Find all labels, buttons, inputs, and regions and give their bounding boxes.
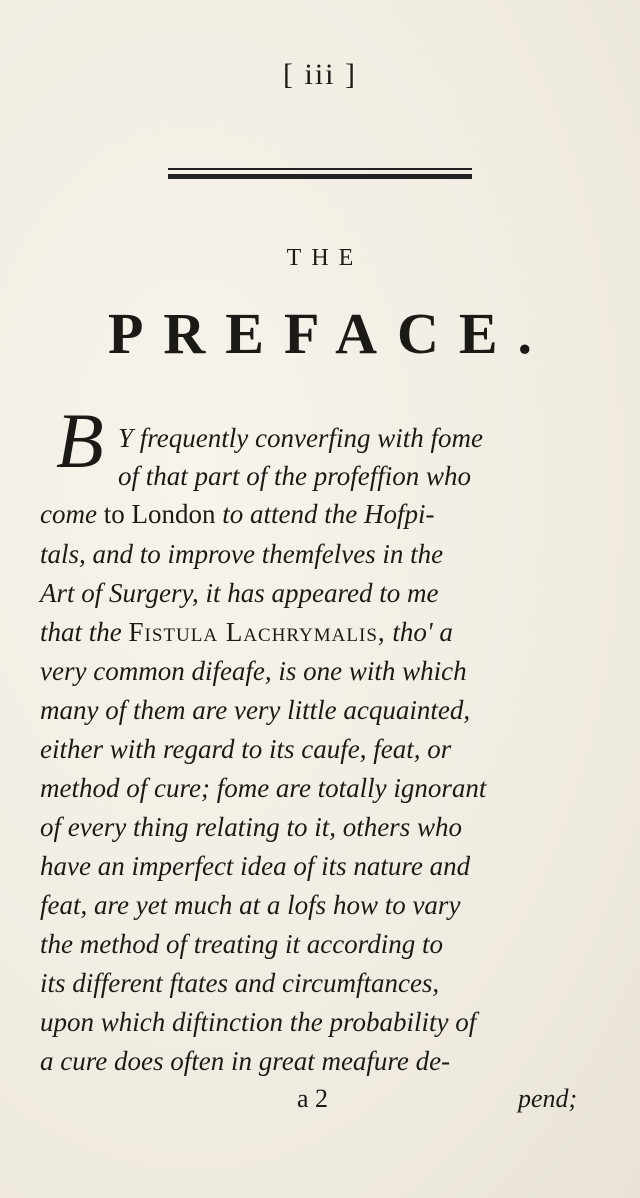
text-line-5: Art of Surgery, it has appeared to me xyxy=(40,578,439,608)
text-line-14: the method of treating it according to xyxy=(40,929,443,959)
text-line-12: have an imperfect idea of its nature and xyxy=(40,851,471,881)
text-line-6-part-c: tho' a xyxy=(392,617,453,647)
text-line-8: many of them are very little acquainted, xyxy=(40,695,471,725)
text-line-3-part-d: to attend the Hofpi- xyxy=(222,499,435,529)
text-line-17: a cure does often in great meafure de- xyxy=(40,1046,451,1076)
text-line-6 xyxy=(40,616,453,648)
signature-mark: a 2 xyxy=(297,1084,329,1113)
text-line-6-part-a: that the xyxy=(40,617,122,647)
text-line-6-fistula: Fistula Lachrymalis, xyxy=(128,617,386,647)
drop-cap: B xyxy=(56,397,104,484)
text-line-7: very common difeafe, is one with which xyxy=(40,656,467,686)
text-line-3 xyxy=(40,498,434,530)
text-line-16: upon which diftinction the probability of xyxy=(40,1007,477,1037)
heading-preface: PREFACE. xyxy=(107,301,553,366)
text-line-3-london: London xyxy=(131,499,216,529)
header-rule-thick xyxy=(168,174,472,179)
catchword: pend; xyxy=(518,1084,578,1113)
text-line-11: of every thing relating to it, others who xyxy=(40,812,462,842)
text-line-1: Y frequently converfing with fome xyxy=(118,423,483,453)
text-line-13: feat, are yet much at a lofs how to vary xyxy=(40,890,461,920)
text-line-4: tals, and to improve themfelves in the xyxy=(40,539,444,569)
text-line-10: method of cure; fome are totally ignorant xyxy=(40,773,487,803)
text-line-2: of that part of the profeffion who xyxy=(118,461,472,491)
text-line-3-part-a: come xyxy=(40,499,97,529)
text-line-9: either with regard to its caufe, feat, or xyxy=(40,734,452,764)
text-line-15: its different ftates and circumftances, xyxy=(40,968,440,998)
header-rule-thin xyxy=(168,168,472,170)
heading-the: THE xyxy=(286,245,364,271)
text-line-3-part-b: to xyxy=(103,499,125,529)
page-number: [ iii ] xyxy=(283,58,357,91)
